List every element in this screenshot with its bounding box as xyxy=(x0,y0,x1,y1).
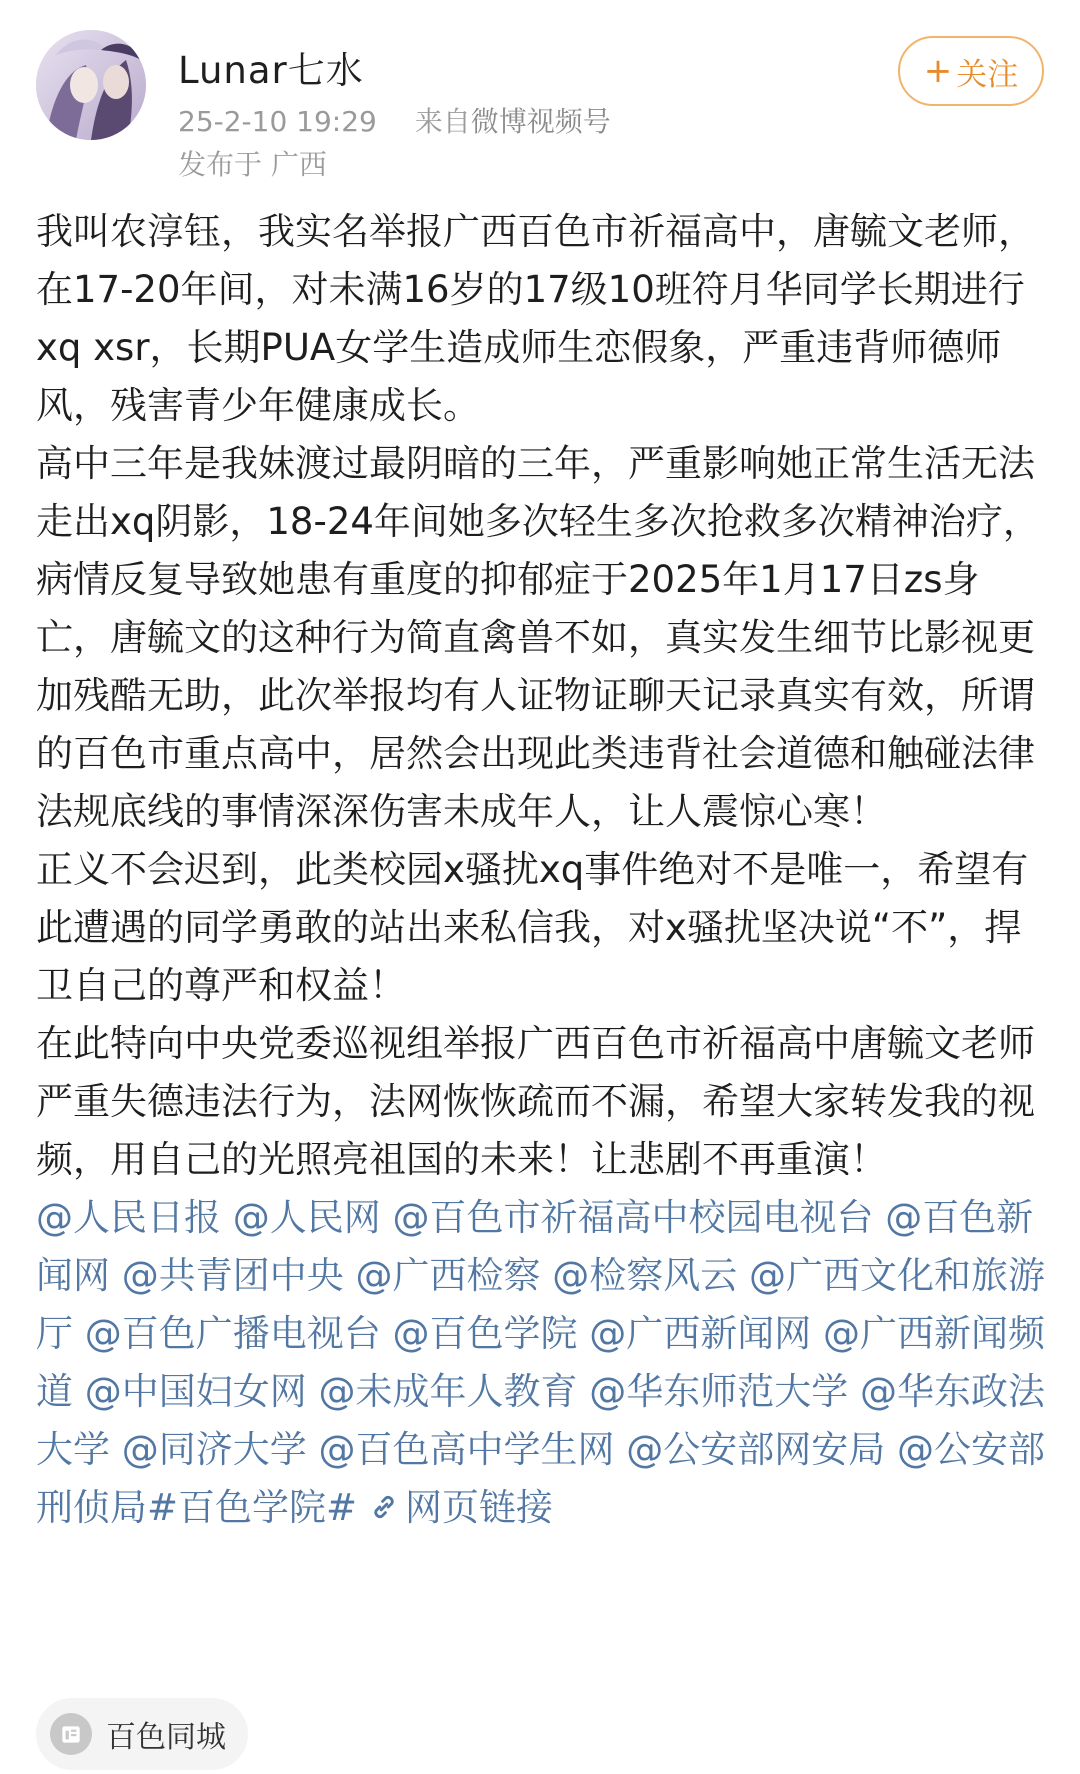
follow-button[interactable] xyxy=(898,36,1044,106)
post-content xyxy=(36,203,1046,1537)
post-header xyxy=(0,0,1080,181)
mention-list[interactable]: @人民日报 @人民网 @百色市祈福高中校园电视台 @百色新闻网 @共青团中央 @广西检察 @检察风云 @广西文化和旅游厅 @百色广播电视台 @百色学院 @广西新闻网 @广西新闻频道 @中国妇女网 @未成年人教育 @华东师范大学 @华东政法大学 @同济大学 @百色高中学生网 @公安部网安局 @公安部刑侦局#百色学院# xyxy=(36,1196,1046,1529)
timestamp: 25-2-10 19:29 xyxy=(178,105,377,138)
paragraph-2: 高中三年是我妹渡过最阴暗的三年，严重影响她正常生活无法走出xq阴影，18-24年间她多次轻生多次抢救多次精神治疗，病情反复导致她患有重度的抑郁症于2025年1月17日zs身亡，唐毓文的这种行为简直禽兽不如，真实发生细节比影视更加残酷无助，此次举报均有人证物证聊天记录真实有效，所谓的百色市重点高中，居然会出现此类违背社会道德和触碰法律法规底线的事情深深伤害未成年人，让人震惊心寒！ xyxy=(36,442,1040,833)
web-link[interactable]: 网页链接 xyxy=(405,1486,554,1529)
post-meta xyxy=(178,100,611,140)
location-icon xyxy=(50,1713,92,1755)
user-avatar[interactable] xyxy=(36,30,146,140)
plus-icon: + xyxy=(923,51,953,91)
follow-label: 关注 xyxy=(956,56,1019,93)
username[interactable]: Lunar七水 xyxy=(178,49,364,92)
location-chip-label: 百色同城 xyxy=(106,1720,226,1755)
source-link[interactable]: 微博视频号 xyxy=(470,105,611,138)
paragraph-1: 我叫农淳钰，我实名举报广西百色市祈福高中，唐毓文老师，在17-20年间，对未满16岁的17级10班符月华同学长期进行 xq xsr，长期PUA女学生造成师生恋假象，严重违背师德师风，残害青少年健康成长。 xyxy=(36,210,1035,427)
post-location: 发布于 广西 xyxy=(178,148,327,181)
location-chip[interactable] xyxy=(36,1698,248,1770)
link-icon xyxy=(367,1490,401,1524)
mentions-block xyxy=(36,1189,1046,1537)
paragraph-3: 正义不会迟到，此类校园x骚扰xq事件绝对不是唯一，希望有此遭遇的同学勇敢的站出来私信我，对x骚扰坚决说“不”，捍卫自己的尊严和权益！ xyxy=(36,848,1029,1007)
source-prefix: 来自 xyxy=(414,105,471,138)
avatar-image xyxy=(36,30,146,140)
paragraph-4: 在此特向中央党委巡视组举报广西百色市祈福高中唐毓文老师严重失德违法行为，法网恢恢疏而不漏，希望大家转发我的视频，用自己的光照亮祖国的未来！让悲剧不再重演！ xyxy=(36,1022,1035,1181)
